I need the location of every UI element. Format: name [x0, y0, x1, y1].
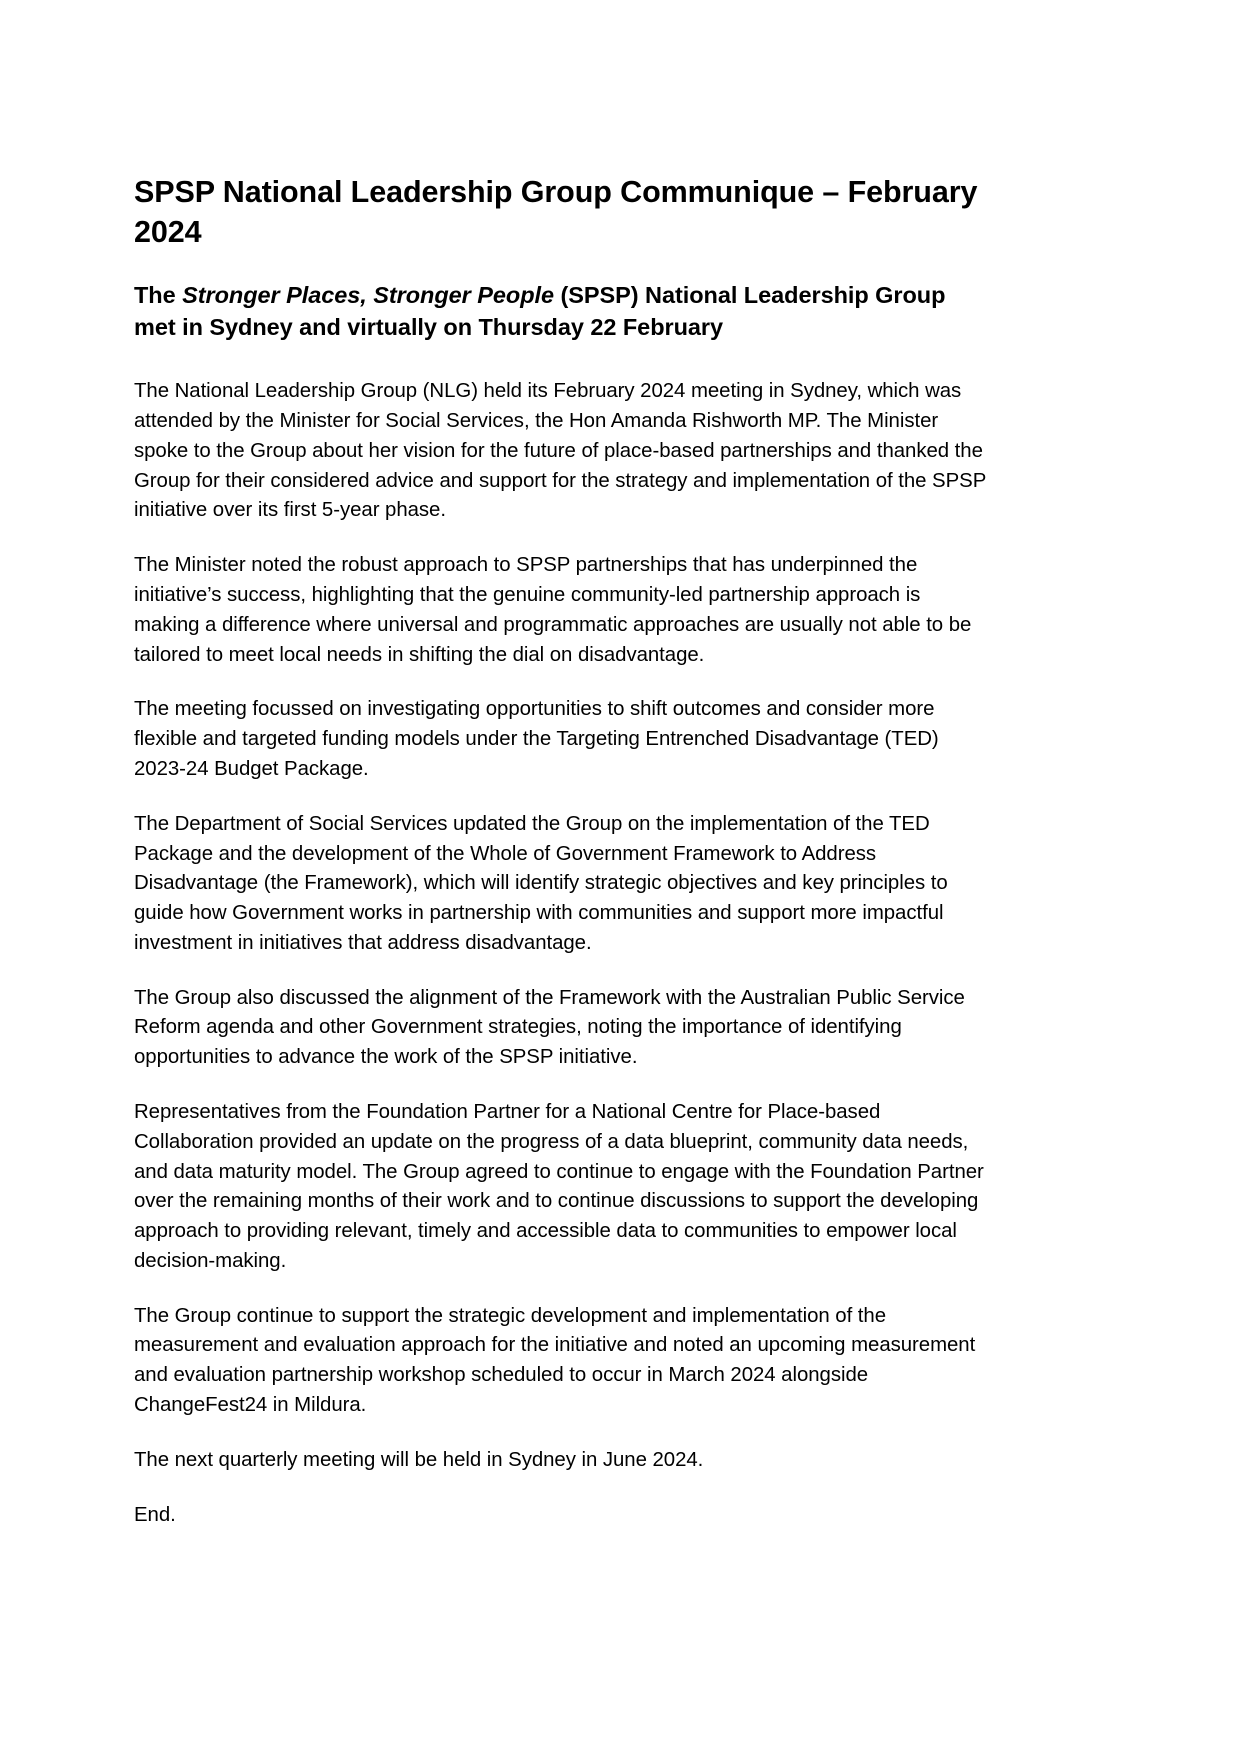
- subtitle-lead-text: The: [134, 281, 183, 308]
- body-paragraph: The Group also discussed the alignment of the Framework with the Australian Public Service Reform agenda and other Government strategies, noting the importance of identifying opportunities to advance the work of the SPSP initiative.: [134, 986, 965, 1069]
- closing-paragraph: End.: [134, 1503, 176, 1526]
- subtitle-tail-text: (SPSP) National Leadership Group met in Sydney and virtually on Thursday 22 February: [134, 281, 946, 340]
- body-paragraph: The Group continue to support the strategic development and implementation of the measurement and evaluation approach for the initiative and noted an upcoming measurement and evaluation partnership workshop scheduled to occur in March 2024 alongside ChangeFest24 in Mildura.: [134, 1304, 976, 1416]
- body-paragraph: The Department of Social Services updated the Group on the implementation of the TED Package and the development of the Whole of Government Framework to Address Disadvantage (the Framework), which will identify strategic objectives and key principles to guide how Government works in partnership with communities and support more impactful investment in initiatives that address disadvantage.: [134, 812, 948, 954]
- document-subtitle: [134, 279, 990, 344]
- page-title: SPSP National Leadership Group Communique – February 2024: [134, 175, 978, 250]
- body-paragraph: The meeting focussed on investigating opportunities to shift outcomes and consider more flexible and targeted funding models under the Targeting Entrenched Disadvantage (TED) 2023-24 Budget Package.: [134, 698, 939, 780]
- subtitle-emphasis-text: Stronger Places, Stronger People: [182, 281, 555, 308]
- body-paragraph: Representatives from the Foundation Partner for a National Centre for Place-based Collaboration provided an update on the progress of a data blueprint, community data needs, and data maturity model. The Group agreed to continue to engage with the Foundation Partner over the remaining months of their work and to continue discussions to support the developing approach to providing relevant, timely and accessible data to communities to empower local decision-making.: [134, 1100, 984, 1272]
- body-paragraph: The Minister noted the robust approach to SPSP partnerships that has underpinned the initiative’s success, highlighting that the genuine community-led partnership approach is making a difference where universal and programmatic approaches are usually not able to be tailored to meet local needs in shifting the dial on disadvantage.: [134, 554, 972, 666]
- body-paragraph: The next quarterly meeting will be held in Sydney in June 2024.: [134, 1448, 704, 1471]
- body-paragraph: The National Leadership Group (NLG) held its February 2024 meeting in Sydney, which was attended by the Minister for Social Services, the Hon Amanda Rishworth MP. The Minister spoke to the Group about her vision for the future of place-based partnerships and thanked the Group for their considered advice and support for the strategy and implementation of the SPSP initiative over its first 5-year phase.: [134, 380, 986, 522]
- document-body: [134, 377, 990, 1530]
